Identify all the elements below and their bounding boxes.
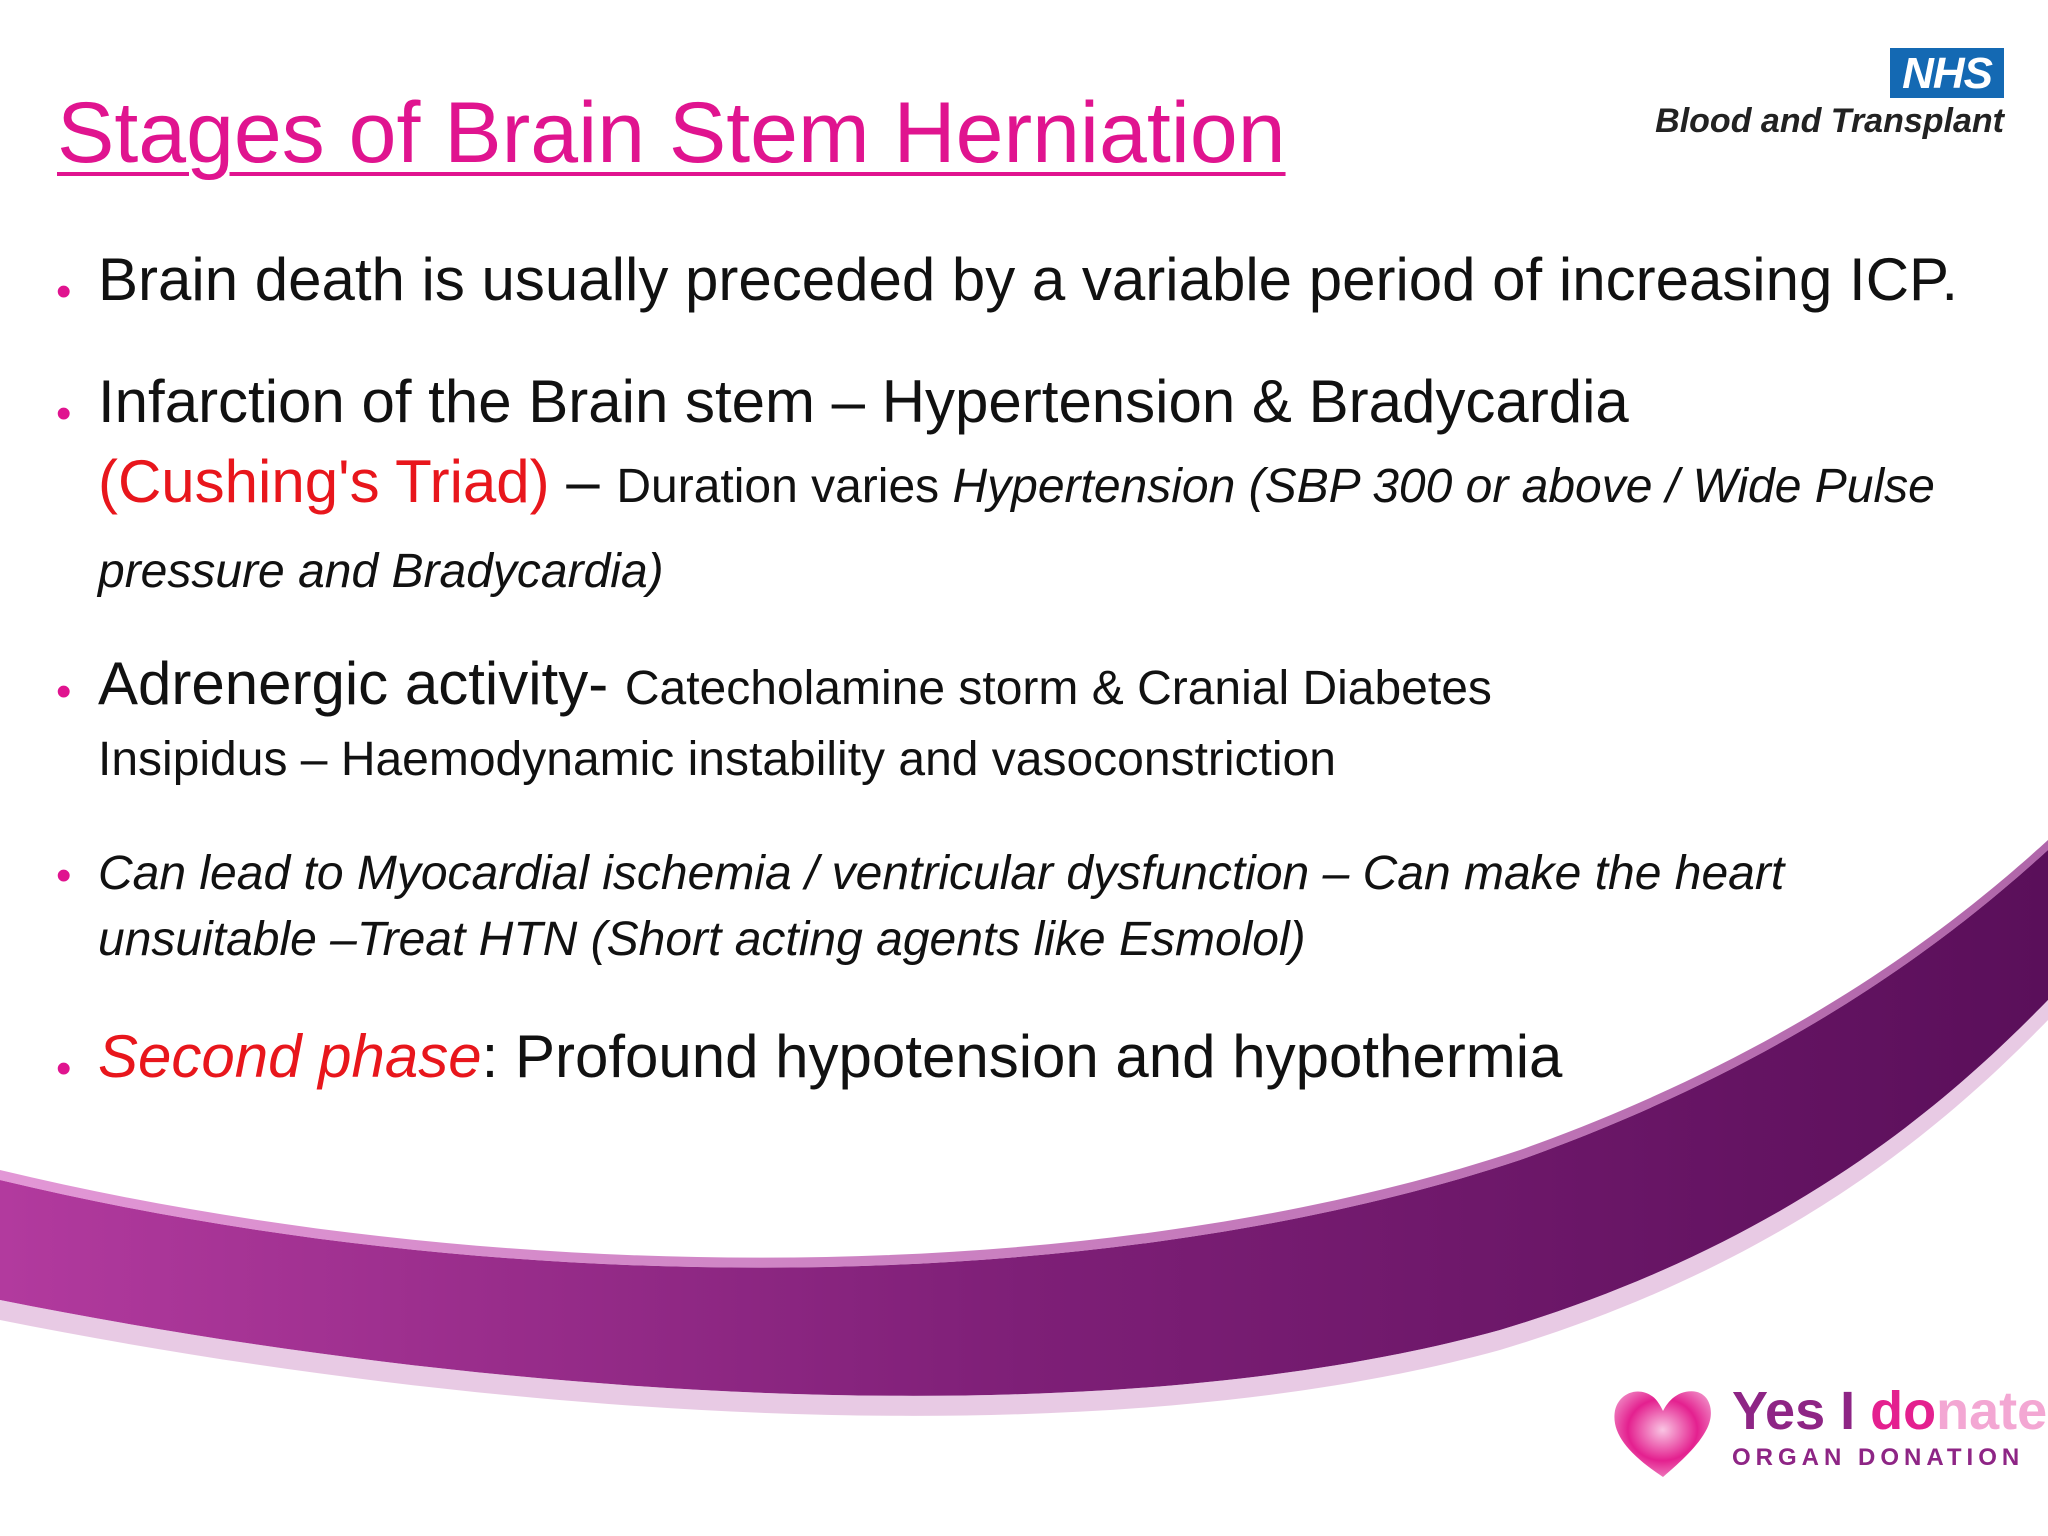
bullet-text: Can lead to Myocardial ischemia / ventricular dysfunction – Can make the heart unsuitable –Treat HTN (Short acting agents like Esmolol) <box>98 847 1785 966</box>
bullet-dot: • <box>56 851 72 900</box>
bullet-text: Adrenergic activity- <box>98 650 625 717</box>
bullet-dot: • <box>56 1044 72 1093</box>
bullet-dot: • <box>56 667 72 716</box>
bullet-item <box>56 1017 1996 1097</box>
bullet-dot: • <box>56 389 72 438</box>
do-text: do <box>1870 1381 1937 1441</box>
yes-i-donate-logo <box>1608 1378 2048 1488</box>
slide-title: Stages of Brain Stem Herniation <box>57 85 1286 181</box>
nhs-blood-and-transplant-logo <box>1612 48 2004 141</box>
second-phase-text: Second phase <box>98 1023 482 1090</box>
catecholamine-text: Catecholamine storm & Cranial Diabetes <box>624 662 1492 715</box>
insipidus-text: Insipidus – Haemodynamic instability and vasoconstriction <box>98 733 1336 786</box>
bullet-text: : Profound hypotension and hypothermia <box>481 1023 1563 1090</box>
dash-text: – <box>549 448 617 515</box>
nhs-subtitle: Blood and Transplant <box>1655 102 2004 140</box>
bullet-dot: • <box>56 267 72 316</box>
nhs-badge: NHS <box>1890 48 2004 98</box>
bullet-item <box>56 648 1996 795</box>
bullet-text: Brain death is usually preceded by a variable period of increasing ICP. <box>98 246 1958 313</box>
organ-donation-text: ORGAN DONATION <box>1732 1444 2025 1471</box>
bullet-text: Infarction of the Brain stem – Hypertension & Bradycardia <box>98 368 1629 435</box>
nate-text: nate <box>1936 1381 2048 1441</box>
bullet-item <box>56 362 1996 612</box>
heart-icon <box>1608 1378 1718 1488</box>
duration-text: Duration varies <box>616 460 953 513</box>
bullet-item <box>56 240 1996 320</box>
hypertension-detail-text: Hypertension (SBP 300 or above / Wide Pulse pressure and Bradycardia) <box>98 460 1935 598</box>
bullet-list <box>56 240 1996 1097</box>
cushings-triad-text: (Cushing's Triad) <box>98 448 550 515</box>
yes-i-text: Yes I <box>1732 1381 1871 1441</box>
bullet-item <box>56 841 1996 973</box>
